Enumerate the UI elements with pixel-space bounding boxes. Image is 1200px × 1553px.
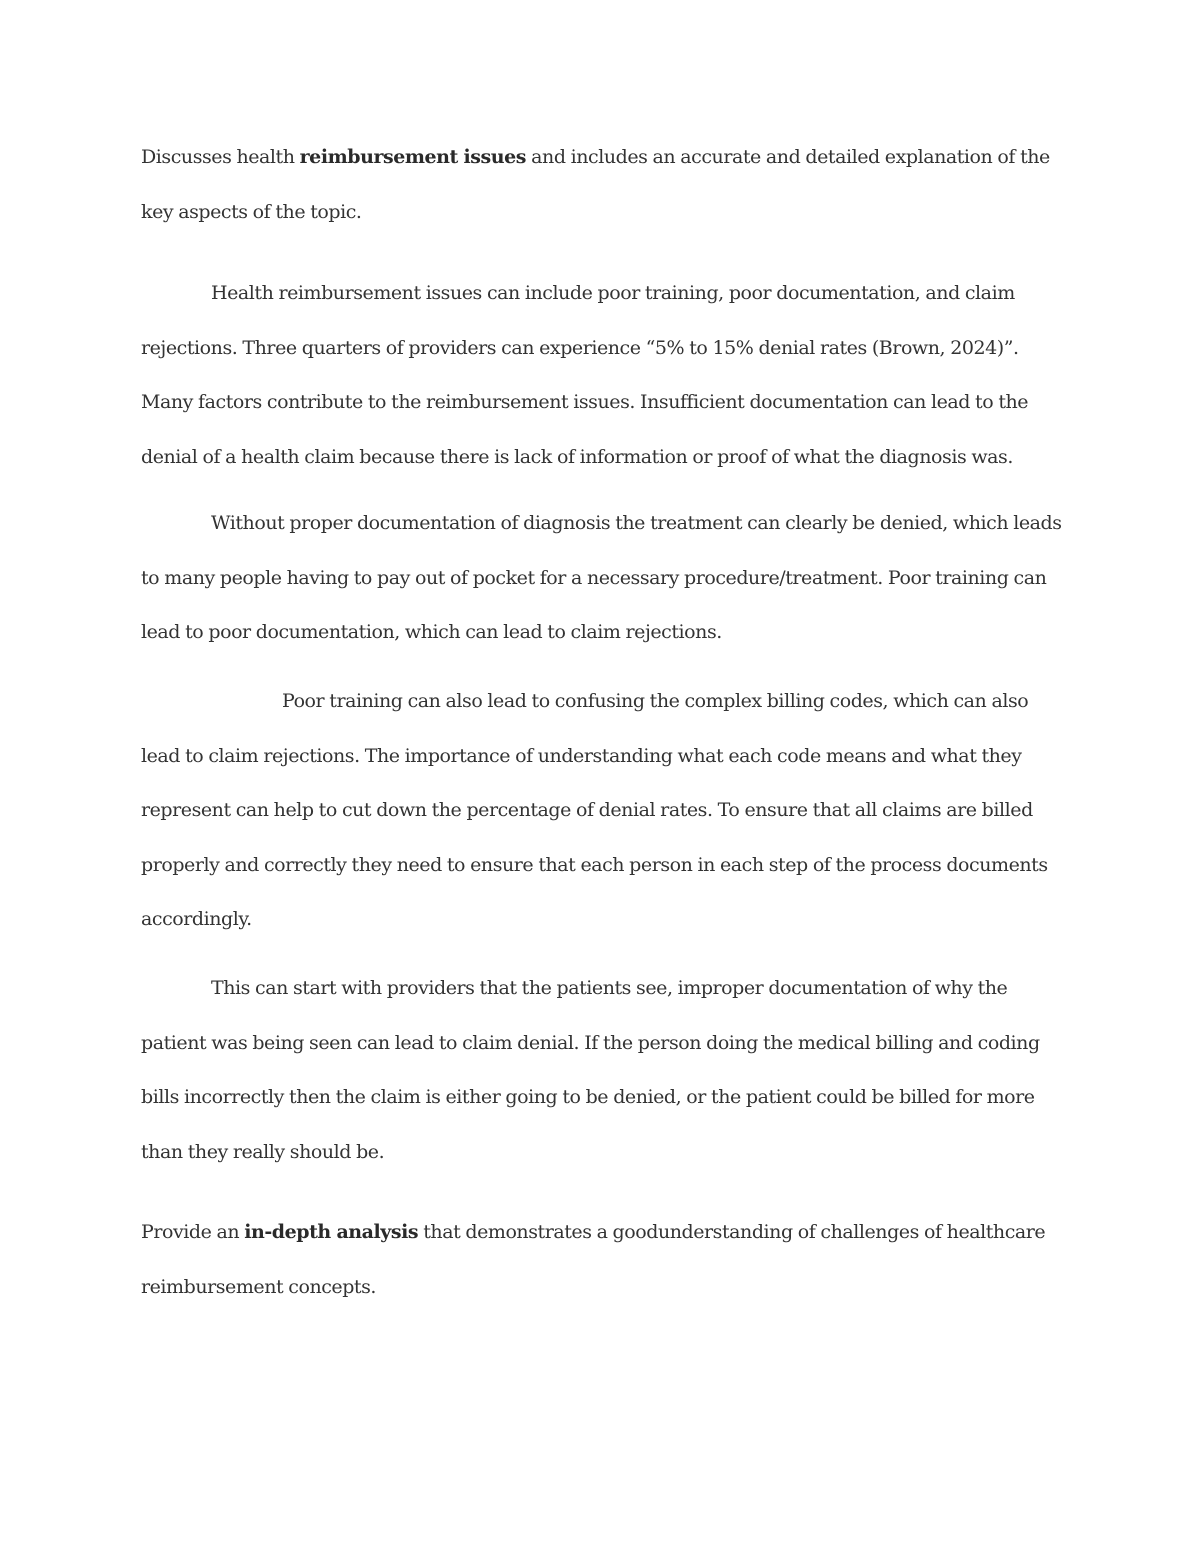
bold-keyword: reimbursement issues: [299, 146, 527, 168]
rubric-criterion-reimbursement: [141, 130, 1066, 239]
paragraph-text: Discusses health: [141, 146, 300, 168]
body-paragraph-2: Without proper documentation of diagnosis the treatment can clearly be denied, which leads to many people having to pay out of pocket for a necessary procedure/treatment. Poor training can lead to poor documentation, which can lead to claim rejections.: [141, 512, 1062, 643]
bold-keyword: in-depth analysis: [244, 1221, 419, 1243]
body-paragraph-3: Poor training can also lead to confusing the complex billing codes, which can also lead to claim rejections. The importance of understanding what each code means and what they represent can help to cut down the percentage of denial rates. To ensure that all claims are billed properly and correctly they need to ensure that each person in each step of the process documents accordingly.: [141, 690, 1048, 930]
paragraph-text: that demonstrates a goodunderstanding of challenges of healthcare reimbursement concepts.: [141, 1221, 1046, 1298]
paragraph-text: Provide an: [141, 1221, 245, 1243]
body-paragraph-1: Health reimbursement issues can include poor training, poor documentation, and claim rejections. Three quarters of providers can experience “5% to 15% denial rates (Brown, 2024)”. Many factors contribute to the reimbursement issues. Insufficient documentation can lead to the denial of a health claim because there is lack of information or proof of what the diagnosis was.: [141, 282, 1029, 468]
rubric-criterion-analysis: [141, 1205, 1066, 1314]
body-paragraph-4: This can start with providers that the patients see, improper documentation of why the patient was being seen can lead to claim denial. If the person doing the medical billing and coding bills incorrectly then the claim is either going to be denied, or the patient could be billed for more than they really should be.: [141, 977, 1040, 1163]
paragraph-text: and includes an accurate and detailed explanation of the key aspects of the topic.: [141, 146, 1050, 223]
